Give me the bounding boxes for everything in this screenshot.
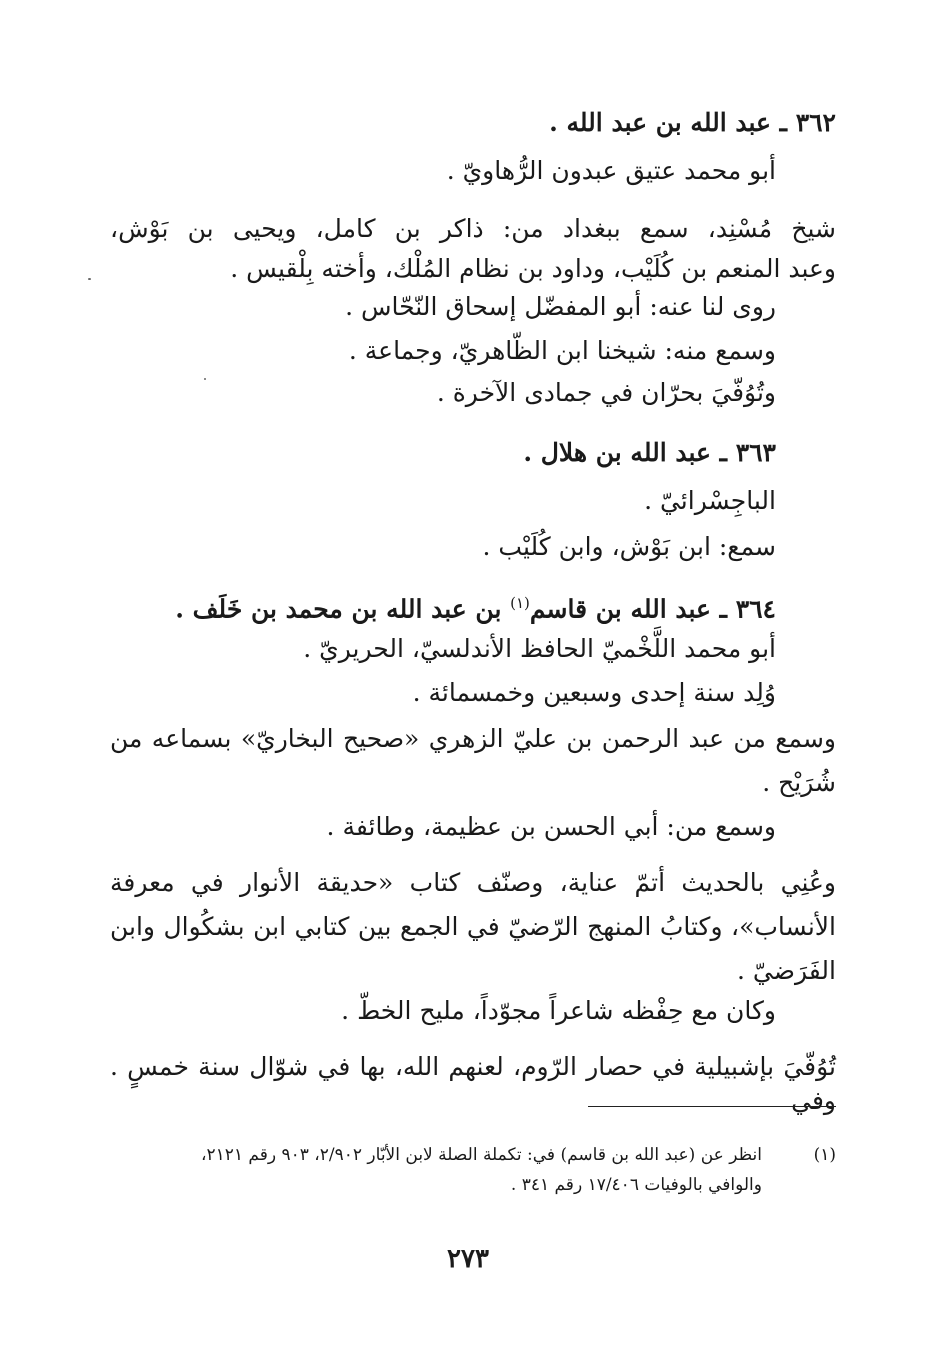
entry-line: وتُوُفّيَ بحرّان في جمادى الآخرة . bbox=[436, 378, 776, 407]
footnote-reference: (١) bbox=[510, 594, 530, 612]
heading-part: ٣٦٤ ـ عبد الله بن قاسم bbox=[529, 594, 776, 624]
heading-part: بن عبد الله بن محمد بن خَلَف . bbox=[175, 594, 511, 624]
scan-speck bbox=[204, 378, 206, 380]
entry-line: وسمع منه: شيخنا ابن الظّاهريّ، وجماعة . bbox=[348, 336, 776, 365]
footnote bbox=[110, 1140, 836, 1200]
entry-line: الفَرَضيّ . bbox=[737, 956, 836, 985]
entry-line: أبو محمد عتيق عبدون الرُّهاويّ . bbox=[446, 156, 776, 185]
entry-line: وسمع من عبد الرحمن بن عليّ الزهري «صحيح البخاريّ» بسماعه من bbox=[110, 724, 836, 753]
entry-line: سمع: ابن بَوْش، وابن كُلَيْب . bbox=[482, 532, 776, 561]
entry-line: وكان مع حِفْظه شاعراً مجوّداً، مليح الخطّ . bbox=[341, 996, 776, 1025]
entry-line: وعُنِي بالحديث أتمّ عناية، وصنّف كتاب «حديقة الأنوار في معرفة bbox=[110, 868, 836, 897]
entry-line: أبو محمد اللَّخْميّ الحافظ الأندلسيّ، الحريريّ . bbox=[303, 634, 776, 663]
footnote-line: والوافي بالوفيات ١٧/٤٠٦ رقم ٣٤١ . bbox=[510, 1175, 762, 1195]
entry-line: روى لنا عنه: أبو المفضّل إسحاق النّحّاس . bbox=[345, 292, 776, 321]
page-number: ٢٧٣ bbox=[447, 1244, 489, 1274]
scan-speck bbox=[88, 278, 91, 280]
entry-line: الباجِسْرائيّ . bbox=[644, 486, 776, 515]
entry-line: وُلِد سنة إحدى وسبعين وخمسمائة . bbox=[412, 678, 776, 707]
entry-heading-363: ٣٦٣ ـ عبد الله بن هلال . bbox=[523, 438, 776, 467]
entry-line: شيخ مُسْنِد، سمع ببغداد من: ذاكر بن كامل، ويحيى بن بَوْش، bbox=[110, 214, 836, 243]
footnote-separator bbox=[588, 1106, 836, 1107]
entry-line: الأنساب»، وكتابُ المنهج الرّضيّ في الجمع بين كتابي ابن بشكُوال وابن bbox=[110, 912, 836, 941]
entry-line: وعبد المنعم بن كُلَيْب، وداود بن نظام المُلْك، وأخته بِلْقيس . bbox=[230, 254, 836, 283]
entry-line: وسمع من: أبي الحسن بن عظيمة، وطائفة . bbox=[326, 812, 776, 841]
footnote-line: انظر عن (عبد الله بن قاسم) في: تكملة الصلة لابن الأبّار ٢/٩٠٢، ٩٠٣ رقم ٢١٢١، bbox=[200, 1145, 762, 1165]
entry-heading-364 bbox=[175, 586, 776, 626]
entry-line: تُوُفّيَ بإشبيلية في حصار الرّوم، لعنهم الله، بها في شوّال سنة خمسٍ . وفي bbox=[110, 1052, 836, 1115]
footnote-number: (١) bbox=[813, 1145, 836, 1165]
entry-heading-362: ٣٦٢ ـ عبد الله بن عبد الله . bbox=[549, 108, 836, 137]
entry-line: شُرَيْح . bbox=[762, 768, 836, 797]
